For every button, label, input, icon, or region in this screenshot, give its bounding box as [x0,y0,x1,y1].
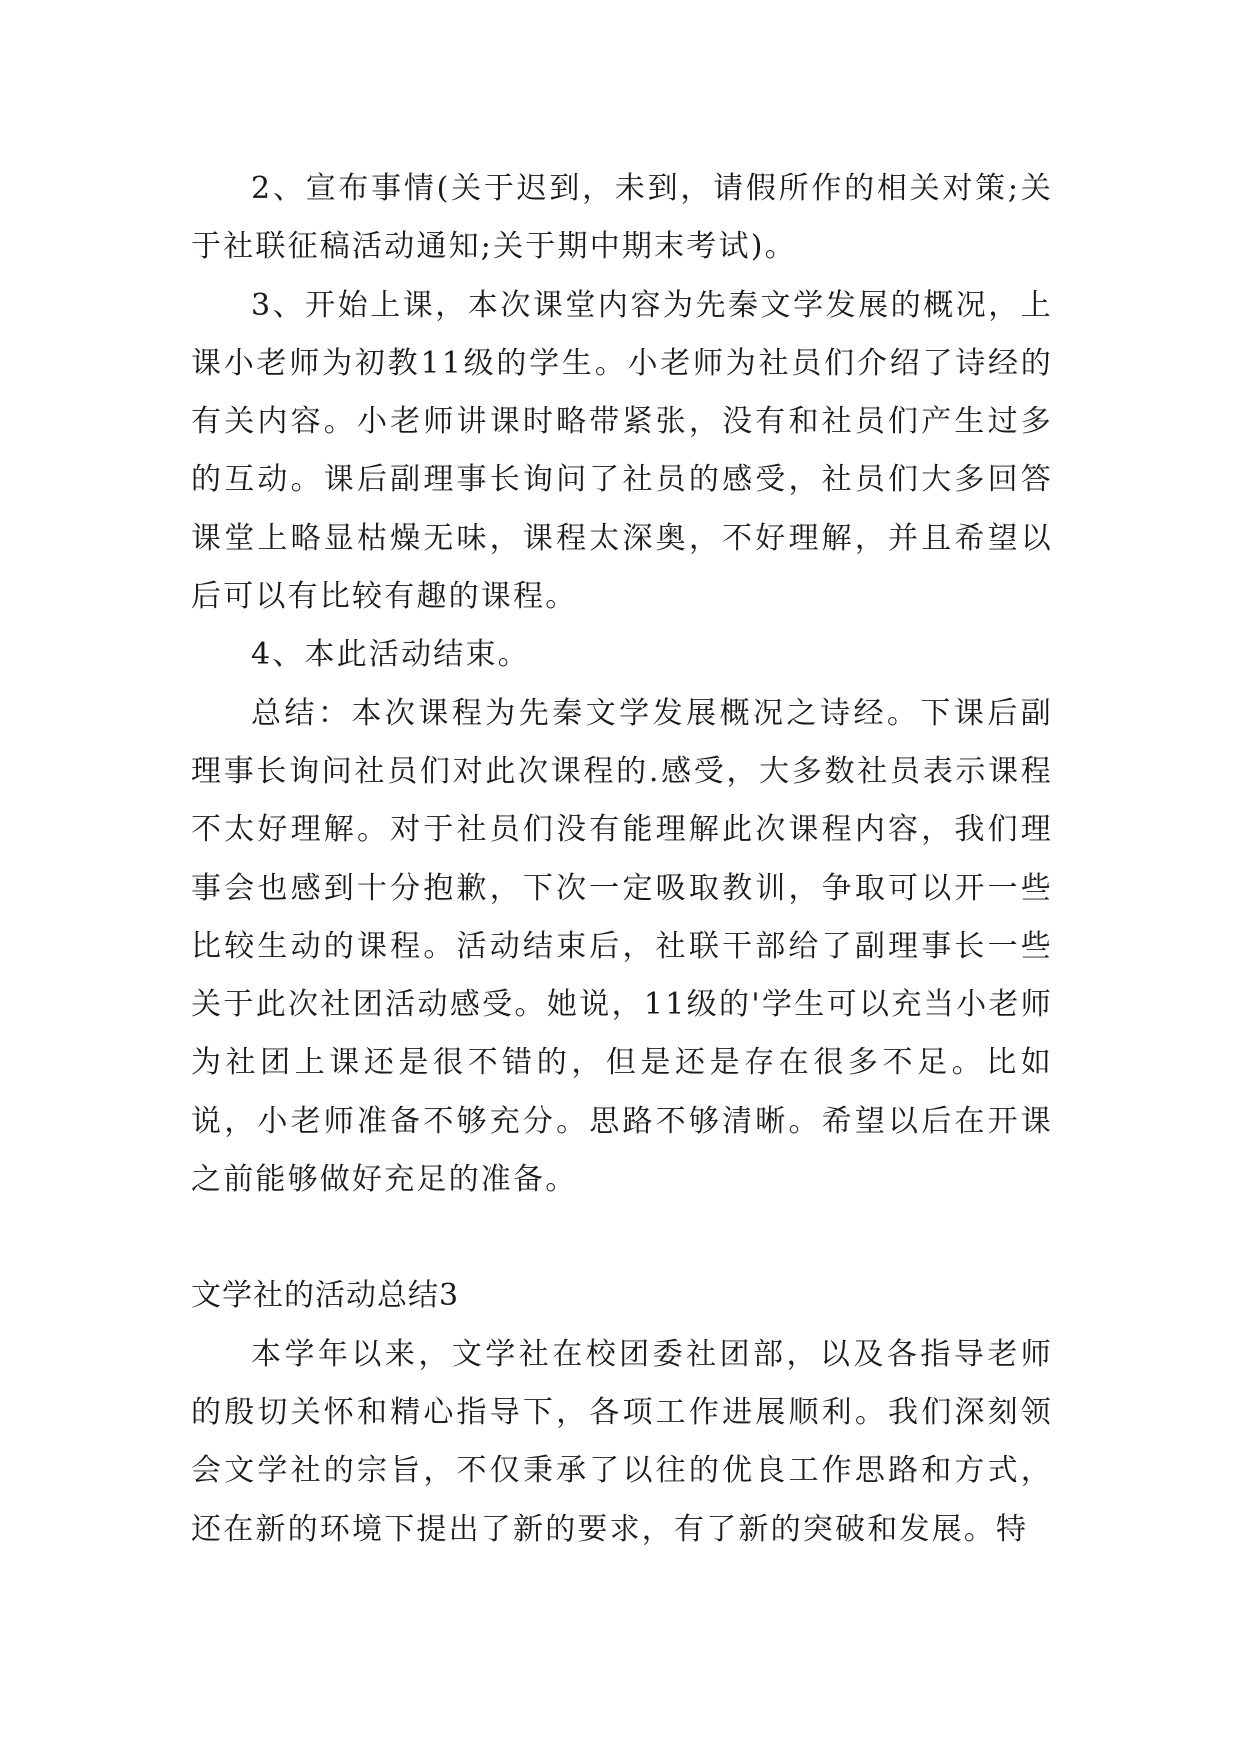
document-page [191,160,1053,1559]
paragraph-section-intro: 本学年以来，文学社在校团委社团部，以及各指导老师的殷切关怀和精心指导下，各项工作进展顺利。我们深刻领会文学社的宗旨，不仅秉承了以往的优良工作思路和方式，还在新的环境下提出了新的要求，有了新的突破和发展。特 [191,1336,1053,1547]
paragraph-announcements: 2、宣布事情(关于迟到，未到，请假所作的相关对策;关于社联征稿活动通知;关于期中期末考试)。 [191,171,1053,265]
paragraph-summary: 总结：本次课程为先秦文学发展概况之诗经。下课后副理事长询问社员们对此次课程的.感受，大多数社员表示课程不太好理解。对于社员们没有能理解此次课程内容，我们理事会也感到十分抱歉，下次一定吸取教训，争取可以开一些比较生动的课程。活动结束后，社联干部给了副理事长一些关于此次社团活动感受。她说，11级的'学生可以充当小老师为社团上课还是很不错的，但是还是存在很多不足。比如说，小老师准备不够充分。思路不够清晰。希望以后在开课之前能够做好充足的准备。 [191,695,1053,1198]
paragraph-activity-end: 4、本此活动结束。 [251,637,530,673]
paragraph-class-content: 3、开始上课，本次课堂内容为先秦文学发展的概况，上课小老师为初教11级的学生。小老师为社员们介绍了诗经的有关内容。小老师讲课时略带紧张，没有和社员们产生过多的互动。课后副理事长询问了社员的感受，社员们大多回答课堂上略显枯燥无味，课程太深奥，不好理解，并且希望以后可以有比较有趣的课程。 [191,287,1053,615]
section-heading: 文学社的活动总结3 [191,1278,460,1314]
